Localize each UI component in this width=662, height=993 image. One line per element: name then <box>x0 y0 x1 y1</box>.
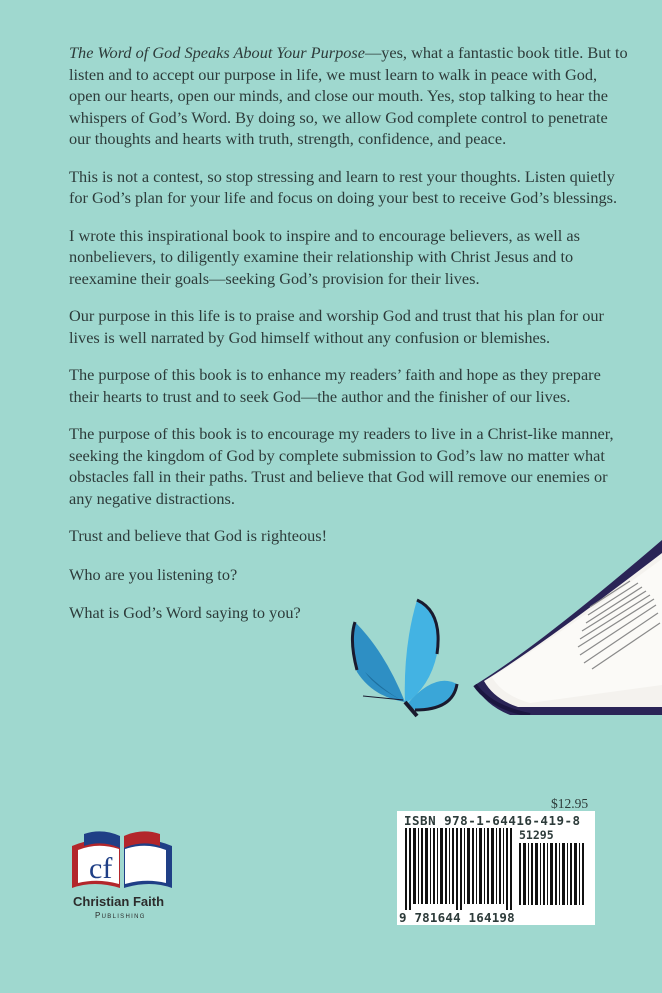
paragraph-6: The purpose of this book is to encourage my readers to live in a Christ-like manner, seeking the kingdom of God by complete submission to God’s law no matter what obstacles fall in their paths. Trust and believe that God will remove our enemies or any negative distractions. <box>69 424 614 508</box>
blue-butterfly-illustration <box>345 592 460 722</box>
open-bible-illustration <box>470 535 662 715</box>
publisher-logo-icon <box>62 828 182 894</box>
ean-barcode-bars <box>405 828 515 910</box>
closing-line-3: What is God’s Word saying to you? <box>69 603 301 622</box>
paragraph-1 <box>69 42 629 150</box>
isbn-barcode <box>397 811 595 925</box>
isbn-text: ISBN 978-1-64416-419-8 <box>404 813 581 828</box>
publisher-name: Christian Faith <box>73 894 165 909</box>
paragraph-3: I wrote this inspirational book to inspire and to encourage believers, as well as nonbelievers, to diligently examine their relationship with Christ Jesus and to reexamine their goals—seeking God’s provision for their lives. <box>69 225 580 288</box>
paragraph-1-rest: —yes, what a fantastic book title. But to listen and to accept our purpose in life, we must learn to walk in peace with God, open our hearts, open our minds, and close our mouth. Yes, stop talking to hear the whispers of God’s Word. By doing so, we allow God complete control to penetrate our thoughts and hearts with truth, strength, confidence, and peace. <box>69 43 628 148</box>
addon-barcode-bars <box>519 843 585 905</box>
logo-c-letter: cf <box>89 852 113 885</box>
closing-line-1: Trust and believe that God is righteous! <box>69 526 328 545</box>
closing-line-2: Who are you listening to? <box>69 564 238 584</box>
publisher-subtitle: Publishing <box>95 911 146 920</box>
book-title-italic: The Word of God Speaks About Your Purpose <box>69 43 365 62</box>
price-addon-code: 51295 <box>519 828 554 842</box>
price-label: $12.95 <box>551 796 589 811</box>
paragraph-4: Our purpose in this life is to praise and worship God and trust that his plan for our lives is well narrated by God himself without any confusion or blemishes. <box>69 306 604 347</box>
paragraph-5: The purpose of this book is to enhance my readers’ faith and hope as they prepare their hearts to trust and to seek God—the author and the finisher of our lives. <box>69 365 601 406</box>
ean-number: 9 781644 164198 <box>399 910 515 925</box>
paragraph-2: This is not a contest, so stop stressing and learn to rest your thoughts. Listen quietly for God’s plan for your life and focus on doing your best to receive God’s blessings. <box>69 166 618 207</box>
